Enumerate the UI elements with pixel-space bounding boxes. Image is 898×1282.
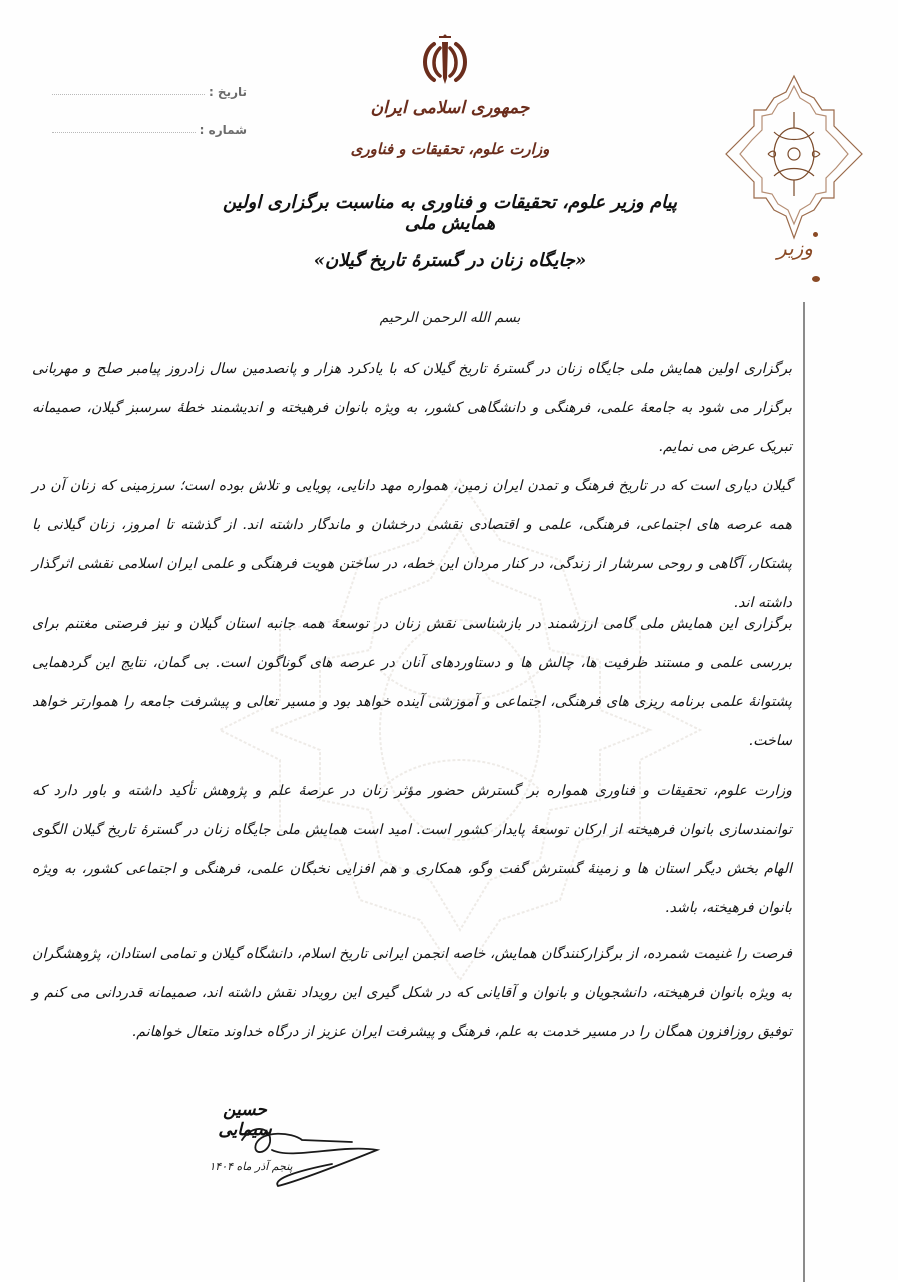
number-field [52, 120, 247, 140]
paragraph: برگزاری اولین همایش ملی جایگاه زنان در گسترهٔ تاریخ گیلان که با یادکرد هزار و پانصدمین سال زادروز پیامبر صلح و مهربانی برگزار می شود به جامعهٔ علمی، فرهنگی و دانشگاهی کشور، به ویژه بانوان فرهیخته و اندیشمند خطهٔ سرسبز گیلان، صمیمانه تبریک عرض می نمایم. [32, 361, 792, 455]
handwritten-signature-icon [232, 1120, 382, 1190]
paragraph: فرصت را غنیمت شمرده، از برگزارکنندگان همایش، خاصه انجمن ایرانی تاریخ اسلام، دانشگاه گیلان و تمامی استادان، پژوهشگران به ویژه بانوان فرهیخته، دانشجویان و بانوان و آقایانی که در شکل گیری این رویداد نقش داشته اند، صمیمانه قدردانی می کنم و توفیق روزافزون همگان را در مسیر خدمت به علم، فرهنگ و پیشرفت ایران عزیز از درگاه خداوند متعال خواهانم. [32, 946, 792, 1040]
number-label: شماره : [199, 123, 247, 137]
letter-subtitle: «جایگاه زنان در گسترهٔ تاریخ گیلان» [313, 250, 587, 271]
paragraph: گیلان دیاری است که در تاریخ فرهنگ و تمدن ایران زمین، همواره مهد دانایی، پویایی و تلاش بوده است؛ سرزمینی که زنان آن در همه عرصه های اجتماعی، فرهنگی، علمی و اقتصادی نقشی درخشان و ماندگار داشته اند. از گذشته تا امروز، زنان گیلانی با پشتکار، آگاهی و روحی سرشار از زندگی، در کنار مردان این خطه، در ساختن هویت فرهنگی و علمی ایران اسلامی نقشی اثرگذار داشته اند. [32, 478, 793, 611]
basmala: بسم الله الرحمن الرحیم [379, 310, 521, 326]
signatory-name: حسین سیمایی [218, 1100, 272, 1140]
number-dotted-line [52, 131, 196, 133]
ornament-icon [722, 72, 866, 242]
iran-emblem-icon [420, 34, 470, 86]
signature-date: پنجم آذر ماه ۱۴۰۴ [209, 1160, 293, 1173]
ornament-dot-icon [812, 276, 820, 282]
date-dotted-line [52, 93, 205, 95]
date-field [52, 82, 247, 102]
margin-rule [803, 302, 805, 1282]
paragraph: وزارت علوم، تحقیقات و فناوری همواره بر گسترش حضور مؤثر زنان در عرصهٔ علم و پژوهش تأکید داشته و باور دارد که توانمندسازی بانوان فرهیخته از ارکان توسعهٔ پایدار کشور است. امید است همایش ملی جایگاه زنان در گسترهٔ تاریخ گیلان الگوی الهام بخش دیگر استان ها و زمینهٔ گسترش گفت وگو، همکاری و هم افزایی نخبگان علمی، فرهنگی و اجتماعی کشور، به ویژه بانوان فرهیخته، باشد. [32, 783, 792, 916]
letter-title: پیام وزیر علوم، تحقیقات و فناوری به مناسبت برگزاری اولین همایش ملی [222, 192, 678, 234]
ministry-heading: وزارت علوم، تحقیقات و فناوری [350, 140, 550, 158]
date-label: تاریخ : [208, 85, 247, 99]
minister-mark: وزیر [777, 236, 813, 260]
paragraph: برگزاری این همایش ملی گامی ارزشمند در بازشناسی نقش زنان در توسعهٔ همه جانبه استان گیلان و نیز فرصتی مغتنم برای بررسی علمی و مستند ظرفیت ها، چالش ها و دستاوردهای آنان در عرصه های گوناگون است. بی گمان، نتایج این گردهمایی پشتوانهٔ علمی برنامه ریزی های فرهنگی، اجتماعی و آموزشی آینده خواهد بود و مسیر تعالی و پیشرفت جامعه را هموارتر خواهد ساخت. [32, 616, 792, 749]
republic-heading: جمهوری اسلامی ایران [370, 98, 530, 118]
